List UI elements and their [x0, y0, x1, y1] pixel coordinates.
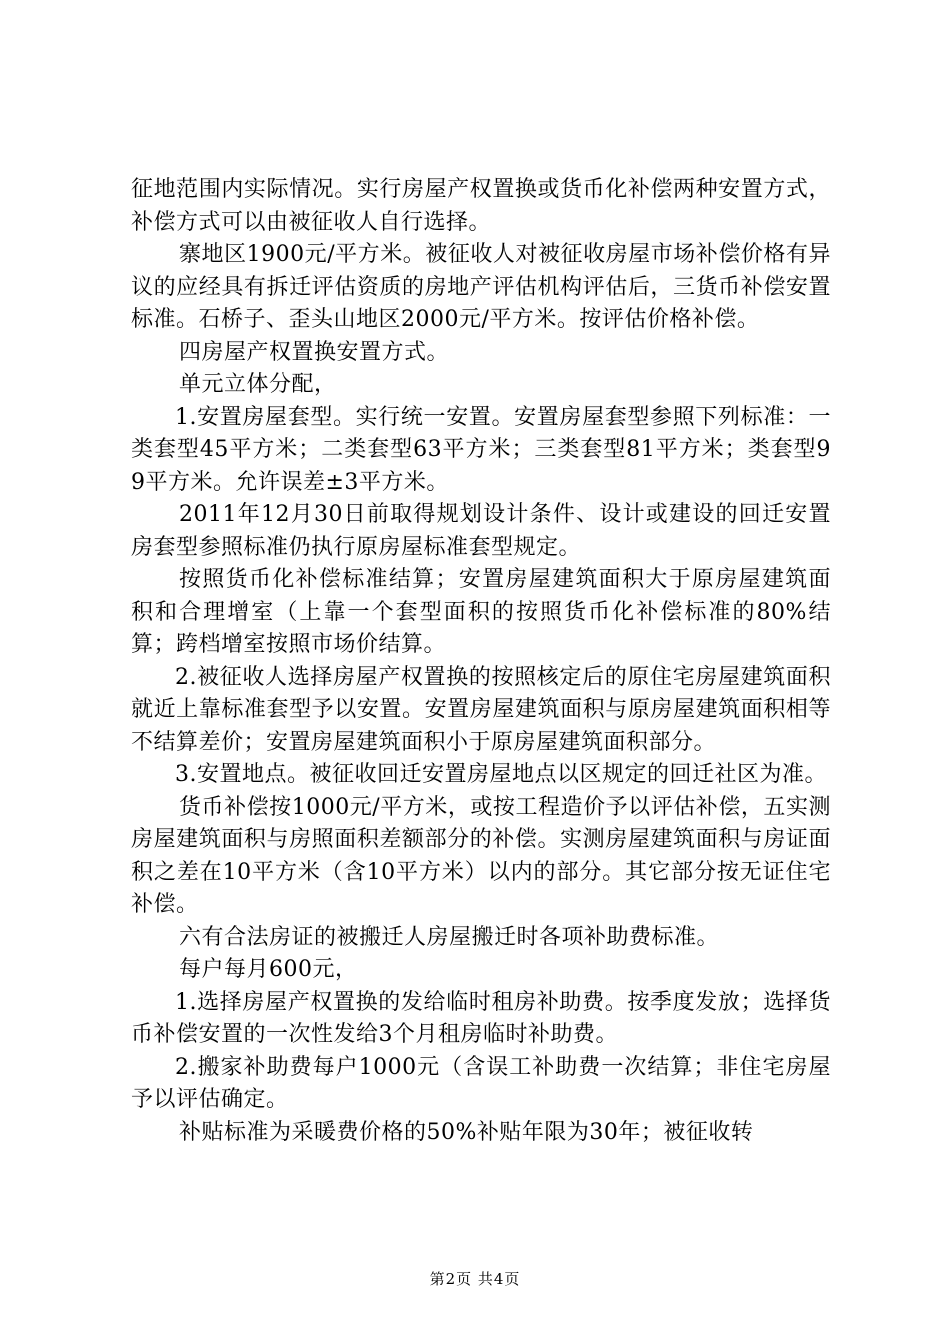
- paragraph-section-six-heading: 六有合法房证的被搬迁人房屋搬迁时各项补助费标准。: [179, 924, 720, 950]
- paragraph-monthly-amount: 每户每月600元，: [179, 957, 358, 982]
- document-body: [131, 174, 831, 1149]
- page-footer: [0, 1269, 950, 1289]
- paragraph-unit-allocation: 单元立体分配，: [179, 372, 337, 397]
- page-number-label: 第2页 共4页: [429, 1270, 521, 1288]
- paragraph-monetary-compensation: 货币补偿按1000元/平方米，或按工程造价予以评估补偿，五实测房屋建筑面积与房照面积差额部分的补偿。实测房屋建筑面积与房证面积之差在10平方米（含10平方米）以内的部分。其它部分按无证住宅补偿。: [131, 794, 831, 917]
- paragraph-zhai-area-price: 寨地区1900元/平方米。被征收人对被征收房屋市场补偿价格有异议的应经具有拆迁评估资质的房地产评估机构评估后，三货币补偿安置标准。石桥子、歪头山地区2000元/平方米。按评估价格补偿。: [131, 242, 831, 332]
- paragraph-settlement-rules: 按照货币化补偿标准结算；安置房屋建筑面积大于原房屋建筑面积和合理增室（上靠一个套型面积的按照货币化补偿标准的80%结算；跨档增室按照市场价结算。: [131, 567, 831, 657]
- paragraph-property-exchange: 2.被征收人选择房屋产权置换的按照核定后的原住宅房屋建筑面积就近上靠标准套型予以安置。安置房屋建筑面积与原房屋建筑面积相等不结算差价；安置房屋建筑面积小于原房屋建筑面积部分。: [131, 664, 831, 755]
- paragraph-moving-subsidy: 2.搬家补助费每户1000元（含误工补助费一次结算；非住宅房屋予以评估确定。: [131, 1054, 831, 1112]
- paragraph-rent-subsidy: 1.选择房屋产权置换的发给临时租房补助费。按季度发放；选择货币补偿安置的一次性发给3个月租房临时补助费。: [131, 989, 831, 1047]
- paragraph-heating-subsidy: 补贴标准为采暖费价格的50%补贴年限为30年；被征收转: [179, 1119, 754, 1145]
- paragraph-section-four-heading: 四房屋产权置换安置方式。: [179, 339, 450, 365]
- paragraph-expropriation-scope: 征地范围内实际情况。实行房屋产权置换或货币化补偿两种安置方式，补偿方式可以由被征收人自行选择。: [131, 177, 831, 235]
- paragraph-resettlement-location: 3.安置地点。被征收回迁安置房屋地点以区规定的回迁社区为准。: [175, 762, 827, 787]
- paragraph-2011-standard: 2011年12月30日前取得规划设计条件、设计或建设的回迁安置房套型参照标准仍执行原房屋标准套型规定。: [131, 502, 831, 560]
- paragraph-housing-types: 1.安置房屋套型。实行统一安置。安置房屋套型参照下列标准：一类套型45平方米；二类套型63平方米；三类套型81平方米；类套型99平方米。允许误差±3平方米。: [131, 404, 831, 495]
